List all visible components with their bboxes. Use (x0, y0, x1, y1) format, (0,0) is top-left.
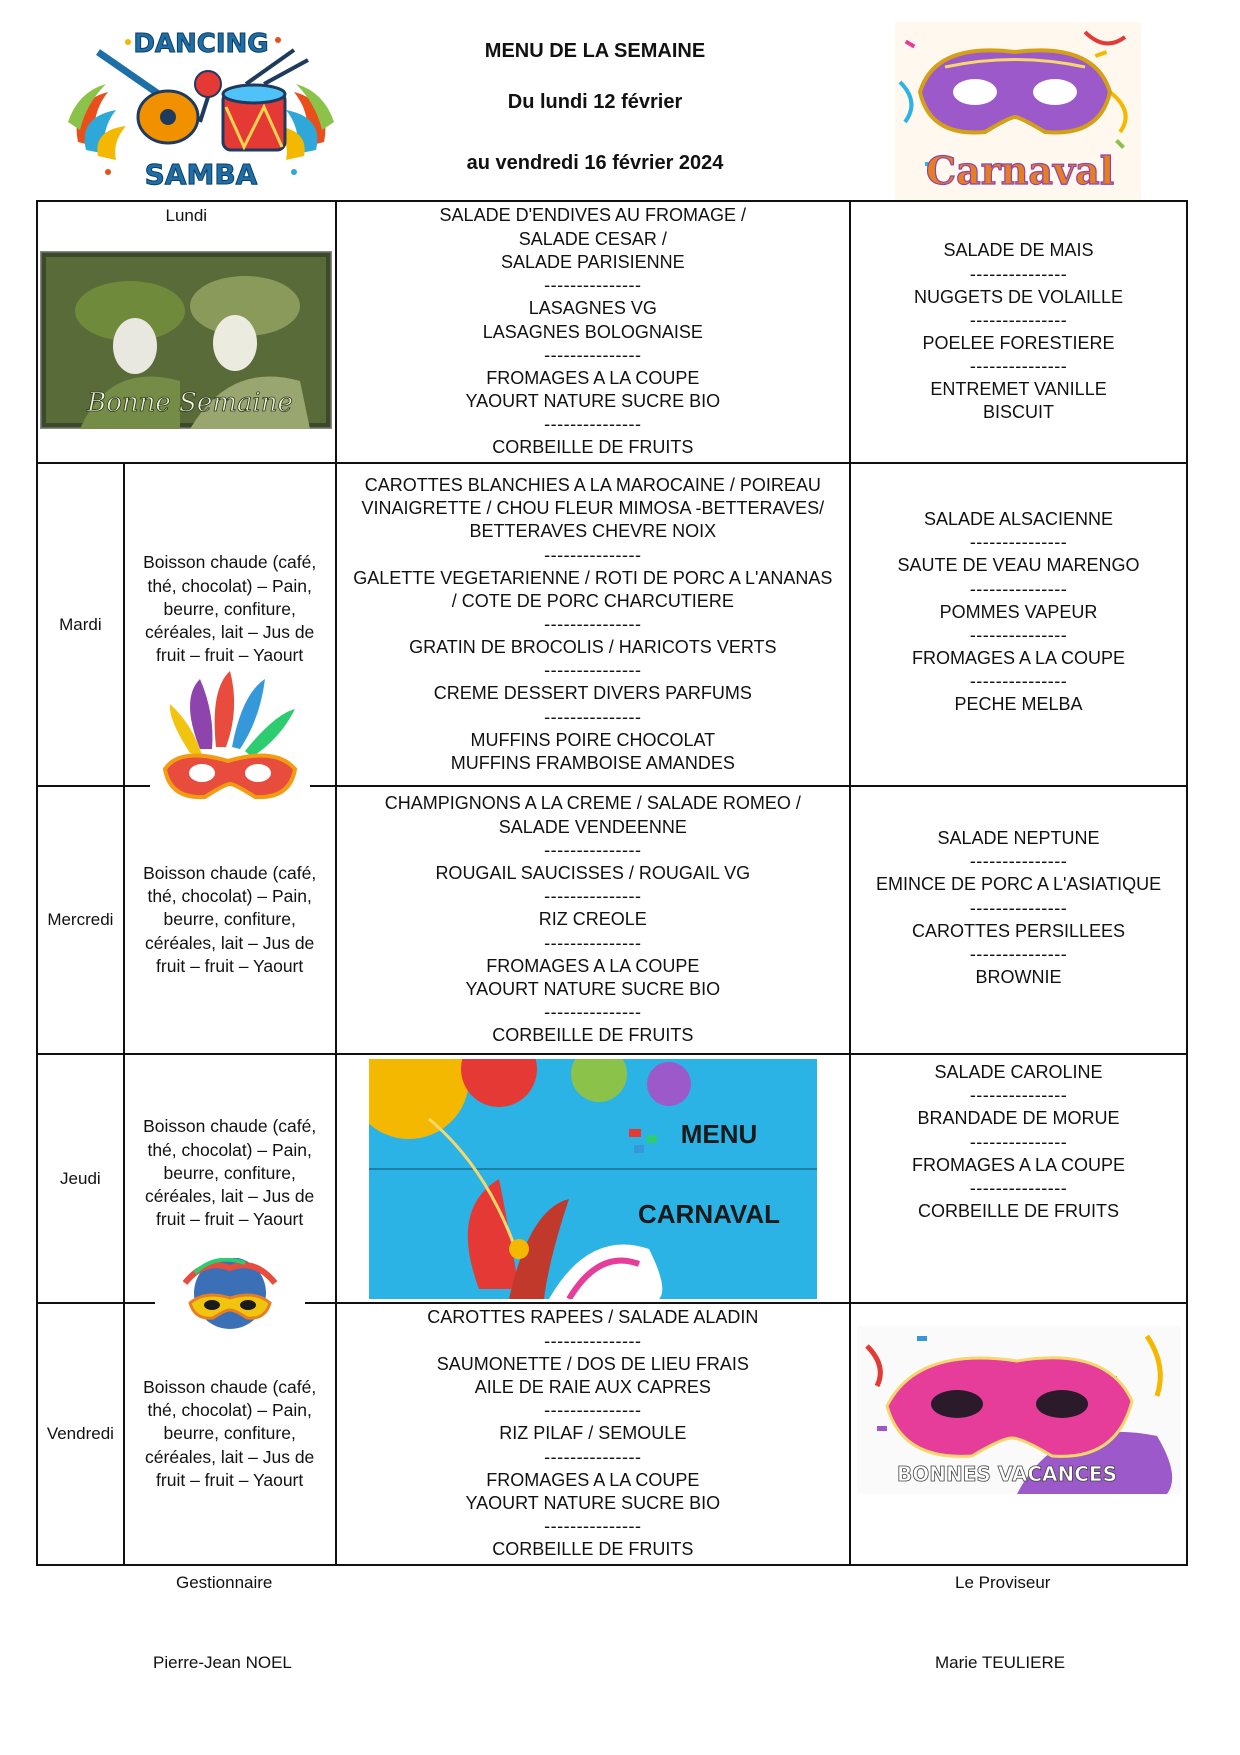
breakfast-text: Boisson chaude (café, thé, chocolat) – Pain, beurre, confiture, céréales, lait – Jus de fruit – fruit – Yaourt (143, 1376, 317, 1490)
menu-item: SALADE PARISIENNE (500, 251, 685, 272)
svg-text:MENU: MENU (680, 1118, 758, 1149)
menu-item: BISCUIT (983, 402, 1055, 423)
menu-item: MUFFINS POIRE CHOCOLAT (470, 729, 716, 750)
day-row-mercredi (37, 786, 1187, 1054)
menu-item: LASAGNES VG (528, 298, 657, 319)
menu-item: GALETTE VEGETARIENNE / ROTI DE PORC A L'ANANAS (353, 567, 833, 588)
menu-item: CORBEILLE DE FRUITS (492, 1025, 694, 1046)
separator: --------------- (969, 1177, 1068, 1198)
breakfast-mardi (124, 463, 336, 786)
separator: --------------- (544, 886, 642, 907)
menu-item: RIZ PILAF / SEMOULE (499, 1423, 687, 1444)
day-row-jeudi (37, 1054, 1187, 1303)
breakfast-vendredi (124, 1303, 336, 1565)
menu-item: SALADE ALSACIENNE (923, 509, 1114, 529)
separator: --------------- (969, 851, 1068, 872)
menu-item: SALADE NEPTUNE (937, 828, 1100, 848)
separator: --------------- (969, 1131, 1068, 1152)
separator: --------------- (544, 840, 642, 861)
separator: --------------- (969, 624, 1068, 645)
dinner-jeudi (850, 1054, 1187, 1303)
separator: --------------- (544, 544, 642, 565)
separator: --------------- (544, 1400, 642, 1421)
menu-item: BROWNIE (975, 966, 1062, 987)
separator: --------------- (544, 660, 642, 681)
separator: --------------- (969, 897, 1068, 918)
menu-item: FROMAGES A LA COUPE (911, 1154, 1126, 1175)
separator: --------------- (544, 344, 642, 365)
menu-item: YAOURT NATURE SUCRE BIO (465, 1492, 721, 1513)
date-to: au vendredi 16 février 2024 (466, 152, 724, 174)
menu-title: MENU DE LA SEMAINE (484, 40, 706, 62)
breakfast-text: Boisson chaude (café, thé, chocolat) – Pain, beurre, confiture, céréales, lait – Jus de fruit – fruit – Yaourt (143, 552, 317, 666)
dinner-lundi (850, 201, 1187, 463)
separator: --------------- (969, 309, 1068, 330)
day-name: Mardi (37, 463, 124, 786)
lunch-jeudi (336, 1054, 850, 1303)
menu-item: ENTREMET VANILLE (930, 379, 1107, 400)
day-name: Jeudi (37, 1054, 124, 1303)
breakfast-text: Boisson chaude (café, thé, chocolat) – Pain, beurre, confiture, céréales, lait – Jus de fruit – fruit – Yaourt (143, 862, 317, 976)
menu-item: CORBEILLE DE FRUITS (492, 437, 694, 458)
menu-item: CHAMPIGNONS A LA CREME / SALADE ROMEO / (384, 793, 801, 814)
separator: --------------- (544, 1446, 642, 1467)
svg-text:DANCING: DANCING (133, 29, 269, 59)
menu-item: RIZ CREOLE (538, 909, 647, 930)
svg-text:CARNAVAL: CARNAVAL (637, 1198, 780, 1229)
menu-item: SALADE VENDEENNE (498, 816, 687, 837)
separator: --------------- (544, 932, 642, 953)
principal-name: Marie TEULIERE (935, 1653, 1066, 1672)
menu-item: LASAGNES BOLOGNAISE (482, 321, 703, 342)
breakfast-jeudi (124, 1054, 336, 1303)
menu-item: CORBEILLE DE FRUITS (918, 1200, 1120, 1221)
lunch-lundi (336, 201, 850, 463)
menu-item: SAUMONETTE / DOS DE LIEU FRAIS (436, 1353, 749, 1374)
svg-text:SAMBA: SAMBA (144, 158, 258, 191)
menu-item: FROMAGES A LA COUPE (486, 955, 700, 976)
principal-role: Le Proviseur (955, 1573, 1051, 1592)
menu-item: AILE DE RAIE AUX CAPRES (474, 1377, 711, 1398)
svg-text:Carnaval: Carnaval (925, 148, 1115, 193)
breakfast-mercredi (124, 786, 336, 1054)
menu-item: MUFFINS FRAMBOISE AMANDES (450, 753, 735, 774)
menu-item: CORBEILLE DE FRUITS (492, 1539, 694, 1560)
bonnes-vacances-image (857, 1326, 1181, 1494)
lunch-mercredi (336, 786, 850, 1054)
weekly-menu-table (36, 200, 1188, 1566)
menu-item: YAOURT NATURE SUCRE BIO (465, 978, 721, 999)
svg-text:BONNES VACANCES: BONNES VACANCES (896, 1462, 1117, 1486)
separator: --------------- (969, 943, 1068, 964)
separator: --------------- (544, 1330, 642, 1351)
separator: --------------- (544, 275, 642, 296)
dancing-samba-logo (68, 22, 334, 192)
day-row-mardi (37, 463, 1187, 786)
menu-carnaval-image (369, 1059, 817, 1299)
menu-item: ROUGAIL SAUCISSES / ROUGAIL VG (435, 863, 751, 884)
day-row-lundi (37, 201, 1187, 463)
separator: --------------- (544, 1002, 642, 1023)
manager-name: Pierre-Jean NOEL (153, 1653, 292, 1672)
dinner-vendredi (850, 1303, 1187, 1565)
menu-item: POELEE FORESTIERE (922, 332, 1115, 353)
menu-item: / COTE DE PORC CHARCUTIERE (451, 590, 734, 611)
menu-item: EMINCE DE PORC A L'ASIATIQUE (875, 874, 1162, 895)
separator: --------------- (969, 263, 1068, 284)
menu-item: CREME DESSERT DIVERS PARFUMS (433, 683, 752, 704)
dinner-mercredi (850, 786, 1187, 1054)
manager-role: Gestionnaire (176, 1573, 273, 1592)
menu-item: CAROTTES BLANCHIES A LA MAROCAINE / POIREAU (364, 474, 821, 495)
day-name: Lundi (165, 206, 208, 225)
lunch-mardi (336, 463, 850, 786)
menu-item: BETTERAVES CHEVRE NOIX (469, 521, 717, 542)
lundi-left-cell (37, 201, 336, 463)
menu-item: FROMAGES A LA COUPE (486, 367, 700, 388)
separator: --------------- (969, 356, 1068, 377)
menu-item: NUGGETS DE VOLAILLE (913, 286, 1124, 307)
day-name: Vendredi (37, 1303, 124, 1565)
menu-item: FROMAGES A LA COUPE (486, 1469, 700, 1490)
menu-item: SALADE DE MAIS (943, 240, 1094, 261)
separator: --------------- (544, 414, 642, 435)
day-name: Mercredi (37, 786, 124, 1054)
carnaval-mask-image (895, 22, 1141, 200)
breakfast-text: Boisson chaude (café, thé, chocolat) – Pain, beurre, confiture, céréales, lait – Jus de fruit – fruit – Yaourt (143, 1116, 317, 1230)
menu-item: CAROTTES RAPEES / SALADE ALADIN (427, 1307, 759, 1328)
menu-item: SALADE CESAR / (518, 228, 667, 249)
separator: --------------- (544, 1516, 642, 1537)
menu-item: PECHE MELBA (954, 694, 1083, 715)
menu-item: BRANDADE DE MORUE (917, 1108, 1120, 1129)
day-row-vendredi (37, 1303, 1187, 1565)
menu-item: SALADE CAROLINE (934, 1062, 1103, 1082)
lunch-vendredi (336, 1303, 850, 1565)
separator: --------------- (969, 532, 1068, 553)
menu-item: SALADE D'ENDIVES AU FROMAGE / (439, 205, 747, 226)
separator: --------------- (969, 671, 1068, 692)
menu-item: POMMES VAPEUR (939, 601, 1098, 622)
menu-item: VINAIGRETTE / CHOU FLEUR MIMOSA -BETTERAVES/ (361, 497, 825, 518)
separator: --------------- (969, 578, 1068, 599)
dinner-mardi (850, 463, 1187, 786)
svg-text:Bonne Semaine: Bonne Semaine (87, 388, 294, 419)
separator: --------------- (544, 614, 642, 635)
menu-item: CAROTTES PERSILLEES (911, 920, 1126, 941)
bonne-semaine-image (40, 251, 332, 429)
feather-mask-icon (150, 669, 310, 803)
separator: --------------- (969, 1085, 1068, 1106)
menu-item: SAUTE DE VEAU MARENGO (897, 555, 1140, 576)
menu-item: YAOURT NATURE SUCRE BIO (465, 391, 721, 412)
separator: --------------- (544, 706, 642, 727)
menu-item: FROMAGES A LA COUPE (911, 647, 1126, 668)
menu-item: GRATIN DE BROCOLIS / HARICOTS VERTS (409, 637, 777, 658)
date-from: Du lundi 12 février (507, 91, 683, 113)
